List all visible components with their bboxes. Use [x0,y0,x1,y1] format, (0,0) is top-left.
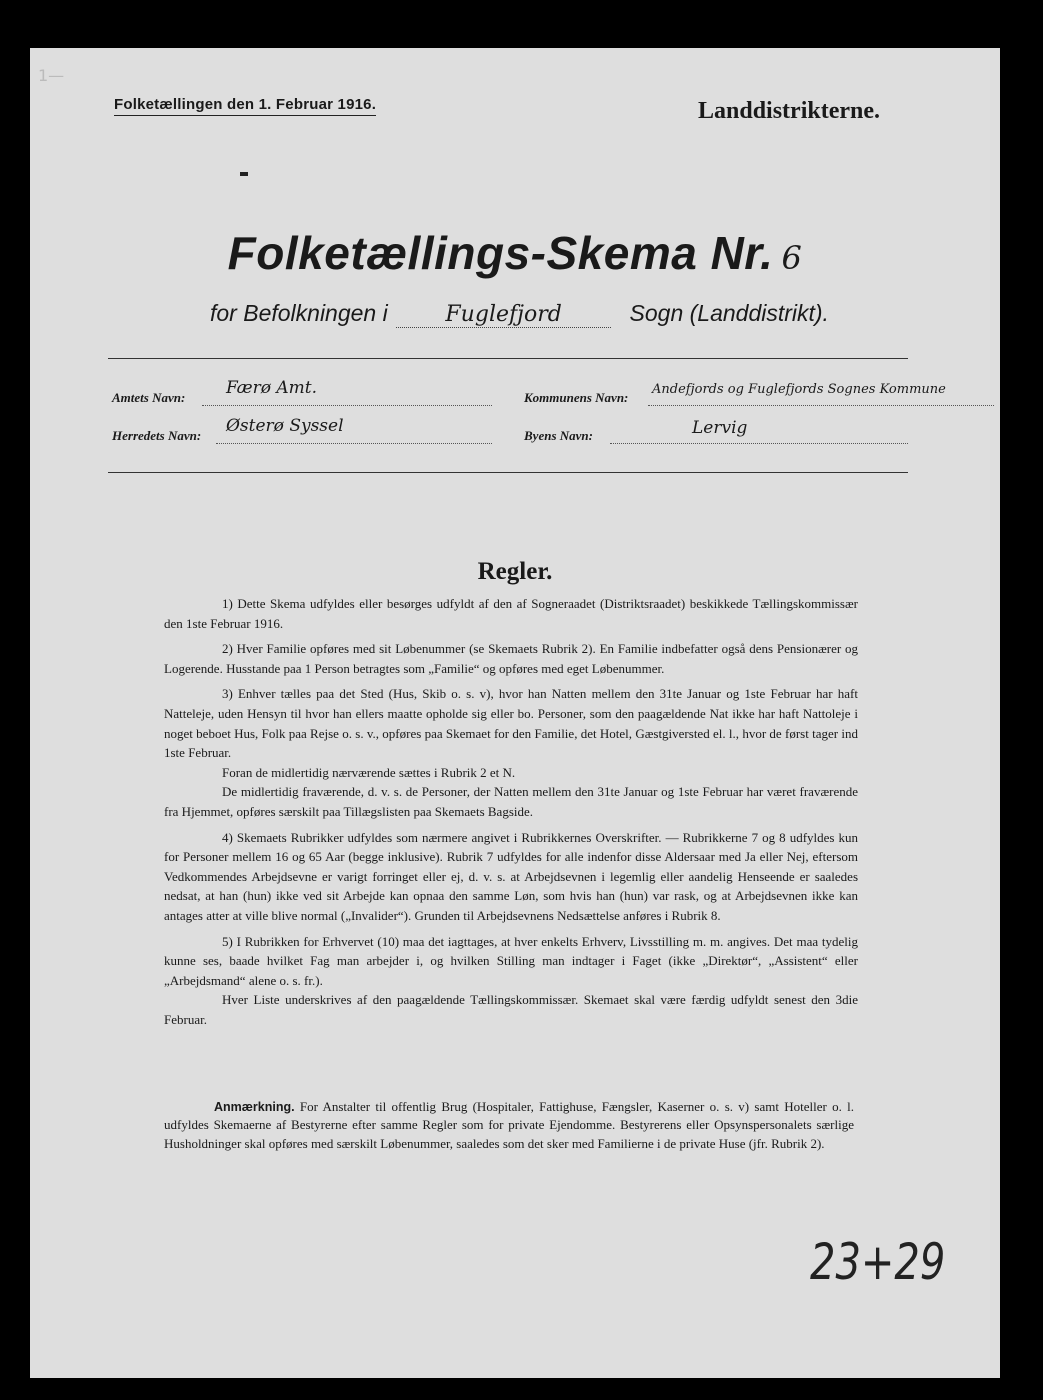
handwritten-count: 23+29 [810,1234,946,1292]
kommune-label: Kommunens Navn: [524,390,629,405]
edge-mark: 1— [38,66,65,85]
remark-text: For Anstalter til offentlig Brug (Hospitaler, Fattighuse, Fængsler, Kaserner o. s. v) samt Hoteller o. l. udfyldes Skemaerne af Bestyrerne efter samme Regler som for private Ejendomme. Bestyrerens eller Opsynspersonalets særlige Husholdninger skal opføres med særskilt Løbenummer, saaledes som det sker med Familierne i de private Huse (jfr. Rubrik 2). [164,1099,854,1151]
remark-label: Anmærkning. [214,1100,295,1114]
parish-name: Fuglefjord [396,302,611,328]
bottom-divider [108,472,908,473]
district-header: Landdistrikterne. [698,98,881,124]
amt-value: Færø Amt. [226,378,318,398]
form-subtitle [210,300,829,328]
rule-3: 3) Enhver tælles paa det Sted (Hus, Skib o. s. v), hvor han Natten mellem den 31te Januar og 1ste Februar har haft Natteleje, uden Hensyn til hvor han ellers maatte opholde sig eller bo. Personer, som den paagældende Nat ikke har haft Nattoleje i noget beboet Hus, Folk paa Rejse o. s. v., opføres paa Skemaet for den Familie, det Hotel, Gæstgiversted el. l., hvor de først tager ind 1ste Februar. [164,686,858,761]
rule-3-absent: De midlertidig fraværende, d. v. s. de Personer, der Natten mellem den 31te Januar og 1ste Februar har været fraværende fra Hjemmet, opføres særskilt paa Tillægslisten paa Skemaets Bagside. [164,784,858,819]
ink-mark [240,172,248,176]
census-form-page [30,48,1000,1378]
form-title-text: Folketællings-Skema Nr. [227,227,774,279]
rule-1: 1) Dette Skema udfyldes eller besørges udfyldt af den af Sogneraadet (Distriktsraadet) beskikkede Tællingskommissær den 1ste Februar 1916. [164,596,858,631]
amt-label: Amtets Navn: [112,390,186,405]
kommune-value: Andefjords og Fuglefjords Sognes Kommune [652,382,946,397]
by-value: Lervig [692,418,748,438]
subtitle-prefix: for Befolkningen i [210,300,388,326]
rules-title: Regler. [477,558,553,585]
rules-text [164,594,858,1029]
census-date-header: Folketællingen den 1. Februar 1916. [114,96,376,116]
kommune-line [648,404,994,406]
form-number: 6 [781,239,803,277]
rule-3-present: Foran de midlertidig nærværende sættes i Rubrik 2 et N. [222,764,516,780]
form-title [30,226,1000,280]
herred-label: Herredets Navn: [112,428,202,443]
subtitle-suffix: Sogn (Landdistrikt). [629,300,829,326]
top-divider [108,358,908,359]
by-line [610,442,908,444]
herred-value: Østerø Syssel [226,416,344,436]
rule-4: 4) Skemaets Rubrikker udfyldes som nærmere angivet i Rubrikkernes Overskrifter. — Rubrikkerne 7 og 8 udfyldes kun for Personer mellem 16 og 65 Aar (begge inklusive). Rubrik 7 udfyldes for alle indenfor disse Aldersaar med Ja eller Nej, eftersom Vedkommendes Arbejdsevne er varigt forringet eller ej, d. v. s. at Arbejdsevnen i legemlig eller aandelig Henseende er saaledes nedsat, at han (hun) ikke ved sit Arbejde kan opnaa den samme Løn, som hvis han (hun) var rask, og at Arbejdsevnen ikke kan antages atter at ville blive normal („Invalider“). Grunden til Arbejdsevnens Nedsættelse anføres i Rubrik 8. [164,829,858,923]
rule-6: Hver Liste underskrives af den paagældende Tællingskommissær. Skemaet skal være færdig udfyldt senest den 3die Februar. [164,992,858,1027]
by-label: Byens Navn: [524,428,593,443]
amt-line [202,404,492,406]
rule-2: 2) Hver Familie opføres med sit Løbenummer (se Skemaets Rubrik 2). En Familie indbefatter også dens Pensionærer og Logerende. Husstande paa 1 Person betragtes som „Familie“ og opføres med eget Løbenummer. [164,641,858,676]
rule-5: 5) I Rubrikken for Erhvervet (10) maa det iagttages, at hver enkelts Erhverv, Livsstilling m. m. angives. Det maa tydelig kunne ses, baade hvilket Fag man arbejder i, og hvilken Stilling man indtager i Faget (ikke „Direktør“, „Assistent“ eller „Arbejdsmand“ alene o. s. fr.). [164,933,858,988]
herred-line [216,442,492,444]
remark [164,1098,854,1153]
